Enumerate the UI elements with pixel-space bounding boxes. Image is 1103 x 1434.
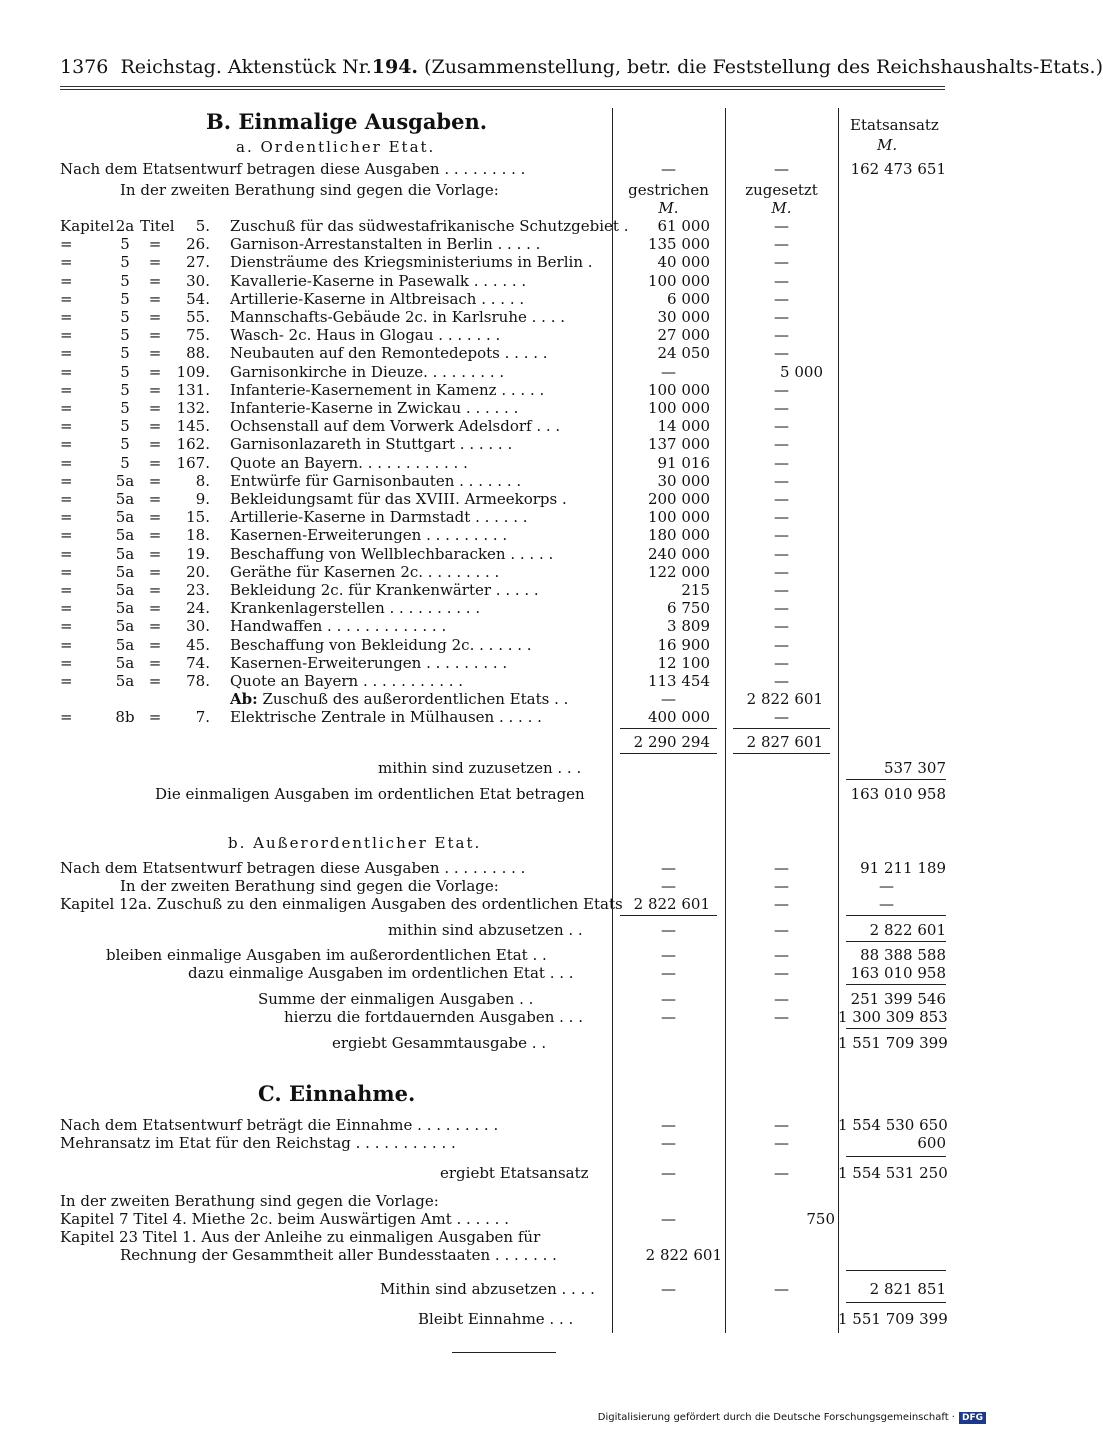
row-titel-number: 45.: [186, 636, 210, 654]
row-titel-number: 15.: [186, 508, 210, 526]
sum-rule: [846, 1270, 946, 1271]
sum-rule: [733, 753, 830, 754]
cell-gestrichen: —: [661, 1210, 676, 1228]
cell-zugesetzt: —: [774, 235, 789, 253]
row-description: Kasernen-Erweiterungen . . . . . . . . .: [230, 526, 508, 544]
cell-zugesetzt: —: [774, 1280, 789, 1298]
row-titel-number: 8.: [195, 472, 210, 490]
row-titel: =: [148, 417, 162, 435]
row-titel: =: [148, 308, 162, 326]
cell-gestrichen: 180 000: [647, 526, 710, 544]
row-titel: =: [148, 272, 162, 290]
row-kapitel-number: 5: [120, 253, 130, 271]
row-kapitel-number: 5: [120, 363, 130, 381]
row-kapitel: Kapitel: [60, 217, 115, 235]
cell-zugesetzt: —: [774, 160, 789, 178]
cell-zugesetzt: 5 000: [780, 363, 823, 381]
row-kapitel: =: [60, 490, 73, 508]
row-kapitel: =: [60, 344, 73, 362]
row-titel: =: [148, 545, 162, 563]
cell-gestrichen: —: [661, 1164, 676, 1182]
row-description: Beschaffung von Bekleidung 2c. . . . . . .: [230, 636, 532, 654]
cell-zugesetzt: —: [774, 672, 789, 690]
cell-zugesetzt: —: [774, 526, 789, 544]
row-kapitel-number: 5: [120, 454, 130, 472]
cell-zugesetzt: —: [774, 472, 789, 490]
cell-gestrichen: 24 050: [657, 344, 710, 362]
cell-zugesetzt: —: [774, 435, 789, 453]
row-titel-number: 7.: [195, 708, 210, 726]
row-description: Handwaffen . . . . . . . . . . . . .: [230, 617, 447, 635]
row-titel-number: 75.: [186, 326, 210, 344]
row-titel: =: [148, 672, 162, 690]
row-titel-number: 23.: [186, 581, 210, 599]
cell-gestrichen: —: [661, 363, 676, 381]
cell-gestrichen: 100 000: [647, 381, 710, 399]
row-kapitel: =: [60, 472, 73, 490]
row-titel: =: [148, 708, 162, 726]
header-subject: (Zusammenstellung, betr. die Feststellung des Reichshaushalts-Etats.): [424, 56, 1103, 78]
cell-gestrichen: 12 100: [657, 654, 710, 672]
cell-etatsansatz: —: [879, 877, 894, 895]
row-description: Kavallerie-Kaserne in Pasewalk . . . . . .: [230, 272, 527, 290]
cell-zugesetzt: —: [774, 921, 789, 939]
b-row-description: In der zweiten Berathung sind gegen die Vorlage:: [120, 877, 499, 895]
row-description: Artillerie-Kaserne in Altbreisach . . . . .: [230, 290, 525, 308]
cell-etatsansatz: 537 307: [883, 759, 946, 777]
row-titel-number: 30.: [186, 617, 210, 635]
b-dazu-line: dazu einmalige Ausgaben im ordentlichen Etat . . .: [188, 964, 574, 982]
b-hierzu-line: hierzu die fortdauernden Ausgaben . . .: [284, 1008, 583, 1026]
cell-zugesetzt: —: [774, 708, 789, 726]
cell-gestrichen: 135 000: [647, 235, 710, 253]
row-kapitel: =: [60, 253, 73, 271]
sum-rule: [846, 779, 946, 780]
row-description: Beschaffung von Wellblechbaracken . . . . .: [230, 545, 554, 563]
column-unit: M.: [877, 136, 898, 154]
cell-zugesetzt: —: [774, 399, 789, 417]
cell-gestrichen: 30 000: [657, 472, 710, 490]
cell-zugesetzt: —: [774, 490, 789, 508]
row-description: Kasernen-Erweiterungen . . . . . . . . .: [230, 654, 508, 672]
row-titel-number: 78.: [186, 672, 210, 690]
cell-gestrichen: —: [661, 877, 676, 895]
row-description: Entwürfe für Garnisonbauten . . . . . . .: [230, 472, 522, 490]
sum-rule: [846, 1156, 946, 1157]
row-titel: =: [148, 472, 162, 490]
cell-etatsansatz: 1 551 709 399: [838, 1034, 948, 1052]
row-kapitel: =: [60, 290, 73, 308]
section-b-title: B. Einmalige Ausgaben.: [206, 109, 488, 134]
row-description: Quote an Bayern. . . . . . . . . . . .: [230, 454, 468, 472]
cell-gestrichen: 100 000: [647, 272, 710, 290]
row-description: Geräthe für Kasernen 2c. . . . . . . . .: [230, 563, 500, 581]
row-kapitel-number: 2a: [115, 217, 135, 235]
header-prefix: Reichstag. Aktenstück Nr.: [120, 56, 372, 78]
cell-zugesetzt: —: [774, 599, 789, 617]
cell-zugesetzt: —: [774, 946, 789, 964]
c-mithin-line: Mithin sind abzusetzen . . . .: [380, 1280, 595, 1298]
row-kapitel: =: [60, 636, 73, 654]
cell-gestrichen: —: [661, 1008, 676, 1026]
cell-etatsansatz: 1 554 531 250: [838, 1164, 948, 1182]
row-kapitel-number: 5: [120, 399, 130, 417]
row-kapitel-number: 5a: [115, 545, 135, 563]
row-kapitel-number: 5: [120, 344, 130, 362]
row-description: Infanterie-Kasernement in Kamenz . . . . .: [230, 381, 545, 399]
row-titel-number: 132.: [176, 399, 210, 417]
subsection-a-title: a. Ordentlicher Etat.: [236, 138, 436, 156]
row-kapitel-number: 5a: [115, 490, 135, 508]
section-c-title: C. Einnahme.: [258, 1081, 416, 1106]
row-kapitel: =: [60, 272, 73, 290]
cell-zugesetzt: —: [774, 1164, 789, 1182]
cell-zugesetzt: —: [774, 290, 789, 308]
row-titel-number: 27.: [186, 253, 210, 271]
cell-zugesetzt: —: [774, 417, 789, 435]
cell-zugesetzt: —: [774, 1134, 789, 1152]
row-kapitel: =: [60, 235, 73, 253]
row-description: Garnisonlazareth in Stuttgart . . . . . .: [230, 435, 513, 453]
row-titel: =: [148, 581, 162, 599]
row-kapitel-number: 5: [120, 272, 130, 290]
cell-gestrichen: —: [661, 921, 676, 939]
cell-zugesetzt: —: [774, 563, 789, 581]
row-kapitel-number: 5a: [115, 599, 135, 617]
c-row-1: Nach dem Etatsentwurf beträgt die Einnahme . . . . . . . . .: [60, 1116, 499, 1134]
row-titel: =: [148, 326, 162, 344]
row-titel-number: 19.: [186, 545, 210, 563]
cell-zugesetzt: —: [774, 964, 789, 982]
cell-gestrichen: —: [661, 1134, 676, 1152]
cell-etatsansatz: 163 010 958: [850, 785, 946, 803]
row-kapitel: =: [60, 672, 73, 690]
row-description: Zuschuß für das südwestafrikanische Schutzgebiet .: [230, 217, 629, 235]
cell-zugesetzt: 2 822 601: [746, 690, 823, 708]
row-description: Infanterie-Kaserne in Zwickau . . . . . .: [230, 399, 519, 417]
cell-gestrichen: —: [661, 990, 676, 1008]
footer-text: Digitalisierung gefördert durch die Deutsche Forschungsgemeinschaft ·: [597, 1412, 955, 1423]
b-row-description: Nach dem Etatsentwurf betragen diese Ausgaben . . . . . . . . .: [60, 859, 526, 877]
cell-etatsansatz: 91 211 189: [860, 859, 946, 877]
cell-zugesetzt: —: [774, 654, 789, 672]
column-unit: M.: [771, 199, 792, 217]
c-second-line: In der zweiten Berathung sind gegen die Vorlage:: [60, 1192, 439, 1210]
row-description: Wasch- 2c. Haus in Glogau . . . . . . .: [230, 326, 501, 344]
row-kapitel-number: 5a: [115, 526, 135, 544]
mithin-line: mithin sind zuzusetzen . . .: [378, 759, 582, 777]
end-rule: [452, 1352, 556, 1353]
ordentl-total-line: Die einmaligen Ausgaben im ordentlichen Etat betragen: [155, 785, 585, 803]
row-description: Mannschafts-Gebäude 2c. in Karlsruhe . . . .: [230, 308, 566, 326]
row-kapitel-number: 5a: [115, 472, 135, 490]
page-number: 1376: [60, 56, 109, 78]
cell-zugesetzt: —: [774, 636, 789, 654]
row-titel: =: [148, 344, 162, 362]
row-description: Bekleidungsamt für das XVIII. Armeekorps .: [230, 490, 567, 508]
sum-rule: [846, 915, 946, 916]
row-kapitel-number: 5: [120, 417, 130, 435]
row-titel: =: [148, 508, 162, 526]
row-titel: =: [148, 454, 162, 472]
row-kapitel: =: [60, 399, 73, 417]
row-titel-number: 162.: [176, 435, 210, 453]
cell-gestrichen: 27 000: [657, 326, 710, 344]
row-kapitel: =: [60, 381, 73, 399]
cell-etatsansatz: 88 388 588: [860, 946, 946, 964]
row-kapitel: =: [60, 454, 73, 472]
cell-gestrichen: —: [661, 964, 676, 982]
digitization-footer: [598, 1412, 986, 1424]
row-titel: =: [148, 636, 162, 654]
column-header-gestrichen: gestrichen: [628, 181, 709, 199]
sum-rule: [620, 915, 717, 916]
cell-gestrichen: 400 000: [647, 708, 710, 726]
sum-rule: [620, 753, 717, 754]
row-titel-number: 20.: [186, 563, 210, 581]
row-titel-number: 5.: [195, 217, 210, 235]
cell-gestrichen: 2 822 601: [645, 1246, 722, 1264]
cell-gestrichen: 100 000: [647, 508, 710, 526]
row-description: Elektrische Zentrale in Mülhausen . . . . .: [230, 708, 542, 726]
row-description: Bekleidung 2c. für Krankenwärter . . . . .: [230, 581, 539, 599]
row-titel-number: 55.: [186, 308, 210, 326]
cell-gestrichen: —: [661, 859, 676, 877]
cell-gestrichen: 113 454: [647, 672, 710, 690]
row-kapitel: =: [60, 708, 73, 726]
cell-etatsansatz: 2 821 851: [869, 1280, 946, 1298]
cell-zugesetzt: —: [774, 581, 789, 599]
row-titel-number: 9.: [195, 490, 210, 508]
b-ergibt-line: ergiebt Gesammtausgabe . .: [332, 1034, 547, 1052]
cell-gestrichen: —: [661, 946, 676, 964]
cell-gestrichen: 16 900: [657, 636, 710, 654]
row-kapitel: =: [60, 308, 73, 326]
row-titel: =: [148, 563, 162, 581]
row-kapitel-number: 5a: [115, 508, 135, 526]
row-titel: =: [148, 435, 162, 453]
cell-gestrichen: 215: [681, 581, 710, 599]
row-titel-number: 74.: [186, 654, 210, 672]
cell-zugesetzt: —: [774, 617, 789, 635]
cell-gestrichen: 30 000: [657, 308, 710, 326]
cell-etatsansatz: 162 473 651: [850, 160, 946, 178]
row-kapitel-number: 5a: [115, 563, 135, 581]
row-titel: =: [148, 599, 162, 617]
sum-rule: [846, 941, 946, 942]
row-kapitel: =: [60, 545, 73, 563]
c-ergibt-line: ergiebt Etatsansatz: [440, 1164, 589, 1182]
cell-zugesetzt: —: [774, 545, 789, 563]
row-titel: =: [148, 617, 162, 635]
row-description: Krankenlagerstellen . . . . . . . . . .: [230, 599, 481, 617]
row-kapitel: =: [60, 563, 73, 581]
row-titel: =: [148, 290, 162, 308]
row-kapitel-number: 5a: [115, 581, 135, 599]
running-header: [60, 56, 1103, 78]
c-row-4: Kapitel 23 Titel 1. Aus der Anleihe zu einmaligen Ausgaben für: [60, 1228, 541, 1246]
cell-zugesetzt: —: [774, 508, 789, 526]
row-titel: =: [148, 526, 162, 544]
row-kapitel: =: [60, 326, 73, 344]
row-description: Garnison-Arrestanstalten in Berlin . . . . .: [230, 235, 541, 253]
row-titel-number: 54.: [186, 290, 210, 308]
row-description: Diensträume des Kriegsministeriums in Berlin .: [230, 253, 593, 271]
cell-zugesetzt: —: [774, 326, 789, 344]
cell-etatsansatz: 1 551 709 399: [838, 1310, 948, 1328]
row-kapitel-number: 5: [120, 381, 130, 399]
cell-zugesetzt: —: [774, 344, 789, 362]
c-row-2: Mehransatz im Etat für den Reichstag . . . . . . . . . . .: [60, 1134, 456, 1152]
row-titel: =: [148, 363, 162, 381]
cell-etatsansatz: —: [879, 895, 894, 913]
cell-gestrichen: 137 000: [647, 435, 710, 453]
header-rule: [60, 86, 945, 87]
cell-gestrichen: 61 000: [657, 217, 710, 235]
sum-rule: [733, 728, 830, 729]
row-kapitel-number: 5: [120, 435, 130, 453]
sum-rule: [846, 1028, 946, 1029]
cell-etatsansatz: 163 010 958: [850, 964, 946, 982]
row-titel: =: [148, 381, 162, 399]
row-kapitel-number: 5a: [115, 672, 135, 690]
cell-gestrichen: 122 000: [647, 563, 710, 581]
cell-gestrichen: 200 000: [647, 490, 710, 508]
cell-zugesetzt: —: [774, 217, 789, 235]
row-titel-number: 88.: [186, 344, 210, 362]
cell-gestrichen: 6 000: [667, 290, 710, 308]
column-header-etatsansatz: Etatsansatz: [850, 116, 939, 134]
dfg-logo: DFG: [959, 1412, 986, 1424]
row-kapitel-number: 5: [120, 235, 130, 253]
row-kapitel: =: [60, 435, 73, 453]
cell-zugesetzt: —: [774, 859, 789, 877]
row-kapitel-number: 5a: [115, 636, 135, 654]
cell-gestrichen: 2 822 601: [633, 895, 710, 913]
cell-zugesetzt: —: [774, 454, 789, 472]
cell-gestrichen: 14 000: [657, 417, 710, 435]
b-summe-line: Summe der einmaligen Ausgaben . .: [258, 990, 534, 1008]
second-reading-line: In der zweiten Berathung sind gegen die Vorlage:: [120, 181, 499, 199]
row-kapitel: =: [60, 363, 73, 381]
cell-zugesetzt: 750: [806, 1210, 835, 1228]
c-row-4-cont: Rechnung der Gesammtheit aller Bundesstaaten . . . . . . .: [120, 1246, 557, 1264]
c-bleibt-line: Bleibt Einnahme . . .: [418, 1310, 574, 1328]
row-titel-number: 131.: [176, 381, 210, 399]
row-titel-number: 24.: [186, 599, 210, 617]
document-number: 194.: [371, 56, 419, 78]
cell-etatsansatz: 600: [917, 1134, 946, 1152]
row-titel-number: 109.: [176, 363, 210, 381]
row-kapitel-number: 8b: [115, 708, 135, 726]
row-titel-number: 26.: [186, 235, 210, 253]
cell-gestrichen: 91 016: [657, 454, 710, 472]
row-kapitel-number: 5a: [115, 617, 135, 635]
row-titel: =: [148, 399, 162, 417]
cell-zugesetzt: —: [774, 308, 789, 326]
cell-zugesetzt: —: [774, 895, 789, 913]
c-row-3: Kapitel 7 Titel 4. Miethe 2c. beim Auswärtigen Amt . . . . . .: [60, 1210, 509, 1228]
cell-gestrichen: —: [661, 160, 676, 178]
row-titel-number: 145.: [176, 417, 210, 435]
cell-zugesetzt: —: [774, 1008, 789, 1026]
row-kapitel: =: [60, 581, 73, 599]
cell-zugesetzt: —: [774, 990, 789, 1008]
cell-etatsansatz: 251 399 546: [850, 990, 946, 1008]
row-titel: Titel: [140, 217, 175, 235]
sum-rule: [620, 728, 717, 729]
column-header-zugesetzt: zugesetzt: [745, 181, 818, 199]
cell-zugesetzt: —: [774, 877, 789, 895]
row-description: Ab: Zuschuß des außerordentlichen Etats . .: [230, 690, 569, 708]
row-kapitel-number: 5: [120, 326, 130, 344]
cell-gestrichen: 100 000: [647, 399, 710, 417]
row-kapitel-number: 5: [120, 290, 130, 308]
row-kapitel: =: [60, 508, 73, 526]
row-titel: =: [148, 235, 162, 253]
intro-line: Nach dem Etatsentwurf betragen diese Ausgaben . . . . . . . . .: [60, 160, 526, 178]
header-rule-2: [60, 89, 945, 90]
row-kapitel: =: [60, 654, 73, 672]
cell-zugesetzt: —: [774, 253, 789, 271]
sum-zugesetzt: 2 827 601: [746, 733, 823, 751]
cell-gestrichen: 3 809: [667, 617, 710, 635]
cell-gestrichen: —: [661, 1280, 676, 1298]
row-titel: =: [148, 654, 162, 672]
cell-zugesetzt: —: [774, 272, 789, 290]
row-kapitel: =: [60, 417, 73, 435]
subsection-b-title: b. Außerordentlicher Etat.: [228, 834, 482, 852]
sum-gestrichen: 2 290 294: [633, 733, 710, 751]
cell-gestrichen: 240 000: [647, 545, 710, 563]
cell-etatsansatz: 1 554 530 650: [838, 1116, 948, 1134]
row-kapitel-number: 5: [120, 308, 130, 326]
cell-gestrichen: 40 000: [657, 253, 710, 271]
row-kapitel-number: 5a: [115, 654, 135, 672]
cell-gestrichen: —: [661, 690, 676, 708]
cell-etatsansatz: 1 300 309 853: [838, 1008, 948, 1026]
row-titel-number: 18.: [186, 526, 210, 544]
row-kapitel: =: [60, 526, 73, 544]
b-mithin-line: mithin sind abzusetzen . .: [388, 921, 583, 939]
row-description: Garnisonkirche in Dieuze. . . . . . . . .: [230, 363, 505, 381]
cell-etatsansatz: 2 822 601: [869, 921, 946, 939]
row-titel-number: 30.: [186, 272, 210, 290]
cell-zugesetzt: —: [774, 1116, 789, 1134]
row-description: Artillerie-Kaserne in Darmstadt . . . . . .: [230, 508, 528, 526]
row-description: Neubauten auf den Remontedepots . . . . .: [230, 344, 548, 362]
row-kapitel: =: [60, 617, 73, 635]
cell-gestrichen: 6 750: [667, 599, 710, 617]
sum-rule: [846, 1302, 946, 1303]
row-titel: =: [148, 490, 162, 508]
row-kapitel: =: [60, 599, 73, 617]
sum-rule: [846, 984, 946, 985]
column-unit: M.: [658, 199, 679, 217]
cell-gestrichen: —: [661, 1116, 676, 1134]
row-description: Quote an Bayern . . . . . . . . . . .: [230, 672, 464, 690]
b-bleiben-line: bleiben einmalige Ausgaben im außerordentlichen Etat . .: [106, 946, 547, 964]
row-description: Ochsenstall auf dem Vorwerk Adelsdorf . . .: [230, 417, 561, 435]
b-row-description: Kapitel 12a. Zuschuß zu den einmaligen Ausgaben des ordentlichen Etats: [60, 895, 623, 913]
row-titel-number: 167.: [176, 454, 210, 472]
cell-zugesetzt: —: [774, 381, 789, 399]
row-titel: =: [148, 253, 162, 271]
